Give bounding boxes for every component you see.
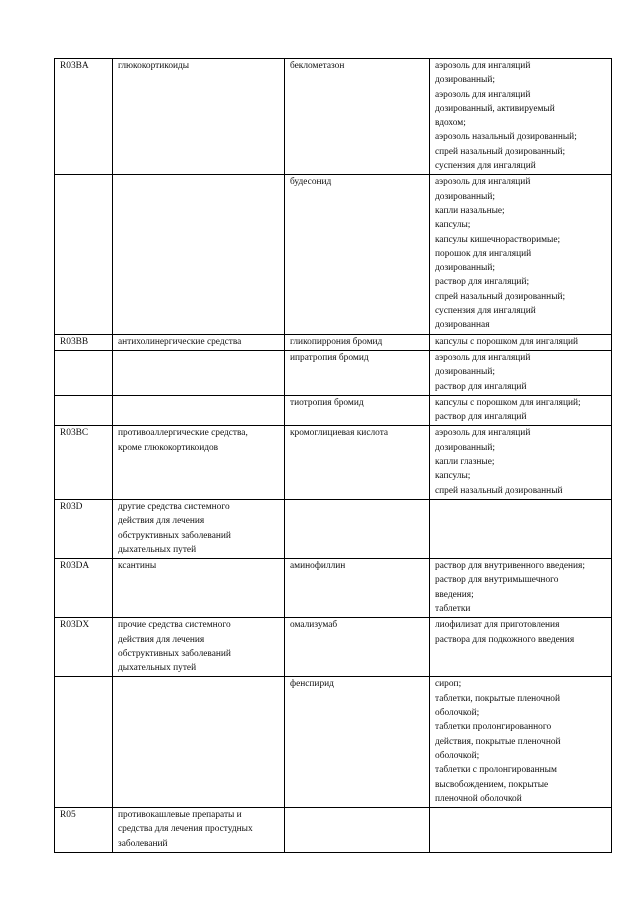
cell-text: R03BC	[60, 428, 89, 439]
cell-text: R03BA	[60, 61, 89, 71]
dosage-forms-cell	[430, 59, 612, 175]
dosage-forms-cell	[430, 350, 612, 395]
cell-text-line: обструктивных заболеваний	[118, 648, 231, 659]
cell-text: R03BB	[60, 336, 89, 347]
drug-name-cell	[285, 350, 430, 395]
cell-text-line: дозированный;	[435, 75, 495, 86]
dosage-forms-cell	[430, 618, 612, 677]
cell-text-line: капли назальные;	[435, 205, 505, 216]
cell-text-line: раствор для внутривенного введения;	[435, 561, 585, 572]
cell-text: R03D	[60, 501, 83, 512]
atc-code-cell	[55, 559, 113, 618]
cell-text-line: антихолинергические средства	[118, 336, 242, 347]
cell-text-line: противокашлевые препараты и	[118, 810, 242, 821]
group-name-cell	[113, 677, 285, 808]
cell-text-line: капсулы с порошком для ингаляций;	[435, 397, 581, 408]
dosage-forms-cell	[430, 334, 612, 350]
cell-text-line: ксантины	[118, 561, 157, 572]
cell-text-line: дозированная	[435, 320, 490, 331]
cell-text-line: пленочной оболочкой	[435, 793, 522, 804]
dosage-forms-cell	[430, 559, 612, 618]
cell-text-line: оболочкой;	[435, 750, 480, 761]
table-row	[55, 350, 612, 395]
cell-text-line: введения;	[435, 589, 474, 600]
cell-text-line: спрей назальный дозированный;	[435, 291, 566, 302]
atc-code-cell	[55, 677, 113, 808]
table-row	[55, 59, 612, 175]
cell-text: R05	[60, 810, 76, 821]
table-row	[55, 499, 612, 558]
atc-code-cell	[55, 499, 113, 558]
cell-text-line: таблетки, покрытые пленочной	[435, 693, 561, 704]
cell-text-line: капсулы;	[435, 220, 471, 231]
table-row	[55, 618, 612, 677]
table-row	[55, 559, 612, 618]
group-name-cell	[113, 808, 285, 853]
cell-text-line: высвобождением, покрытые	[435, 779, 549, 790]
drug-name-cell	[285, 559, 430, 618]
cell-text: R03DX	[60, 620, 90, 631]
table-row	[55, 175, 612, 334]
cell-text-line: прочие средства системного	[118, 620, 231, 631]
cell-text-line: действия для лечения	[118, 516, 205, 527]
table-row	[55, 426, 612, 499]
cell-text: R03DA	[60, 561, 90, 572]
group-name-cell	[113, 618, 285, 677]
drug-name-cell	[285, 618, 430, 677]
cell-text-line: суспензия для ингаляций	[435, 161, 536, 172]
cell-text-line: ипратропия бромид	[290, 352, 369, 363]
drug-name-cell	[285, 677, 430, 808]
drug-name-cell	[285, 59, 430, 175]
cell-text-line: действия, покрытые пленочной	[435, 736, 561, 747]
cell-text-line: дозированный;	[435, 191, 495, 202]
atc-code-cell	[55, 59, 113, 175]
cell-text-line: капсулы с порошком для ингаляций	[435, 336, 579, 347]
cell-text-line: аминофиллин	[290, 561, 346, 572]
cell-text-line: другие средства системного	[118, 501, 230, 512]
group-name-cell	[113, 175, 285, 334]
cell-text-line: кроме глюкокортикоидов	[118, 442, 219, 453]
atc-code-cell	[55, 618, 113, 677]
atc-code-cell	[55, 175, 113, 334]
table-body	[55, 59, 612, 853]
cell-text-line: аэрозоль для ингаляций	[435, 61, 531, 71]
dosage-forms-cell	[430, 499, 612, 558]
cell-text-line: средства для лечения простудных	[118, 824, 253, 835]
cell-text-line: обструктивных заболеваний	[118, 530, 231, 541]
table-row	[55, 334, 612, 350]
cell-text-line: спрей назальный дозированный	[435, 485, 563, 496]
cell-text-line: противоаллергические средства,	[118, 428, 248, 439]
cell-text-line: будесонид	[290, 177, 332, 188]
drug-name-cell	[285, 808, 430, 853]
atc-code-cell	[55, 808, 113, 853]
cell-text-line: таблетки пролонгированного	[435, 722, 552, 733]
cell-text-line: раствор для ингаляций	[435, 381, 527, 392]
group-name-cell	[113, 59, 285, 175]
cell-text-line: таблетки	[435, 603, 471, 614]
cell-text-line: таблетки с пролонгированным	[435, 765, 557, 776]
cell-text-line: глюкокортикоиды	[118, 61, 190, 71]
cell-text-line: аэрозоль для ингаляций	[435, 352, 531, 363]
cell-text-line: кромоглициевая кислота	[290, 428, 389, 439]
cell-text-line: раствор для ингаляций	[435, 412, 527, 423]
table-row	[55, 395, 612, 426]
cell-text-line: дозированный;	[435, 367, 495, 378]
drug-name-cell	[285, 395, 430, 426]
group-name-cell	[113, 499, 285, 558]
group-name-cell	[113, 334, 285, 350]
table-row	[55, 677, 612, 808]
cell-text-line: дыхательных путей	[118, 663, 197, 674]
cell-text-line: раствор для ингаляций;	[435, 277, 530, 288]
cell-text-line: дозированный;	[435, 263, 495, 274]
atc-code-cell	[55, 350, 113, 395]
dosage-forms-cell	[430, 426, 612, 499]
cell-text-line: беклометазон	[290, 61, 345, 71]
cell-text-line: лиофилизат для приготовления	[435, 620, 560, 631]
cell-text-line: капсулы;	[435, 471, 471, 482]
cell-text-line: вдохом;	[435, 118, 466, 129]
cell-text-line: суспензия для ингаляций	[435, 306, 536, 317]
cell-text-line: капли глазные;	[435, 457, 495, 468]
cell-text-line: аэрозоль для ингаляций	[435, 89, 531, 100]
cell-text-line: раствор для внутримышечного	[435, 575, 559, 586]
group-name-cell	[113, 559, 285, 618]
cell-text-line: дозированный, активируемый	[435, 103, 555, 114]
cell-text-line: капсулы кишечнорастворимые;	[435, 234, 561, 245]
cell-text-line: заболеваний	[118, 838, 168, 849]
cell-text-line: оболочкой;	[435, 708, 480, 719]
dosage-forms-cell	[430, 808, 612, 853]
cell-text-line: сироп;	[435, 679, 462, 690]
cell-text-line: фенспирид	[290, 679, 334, 690]
atc-code-cell	[55, 395, 113, 426]
atc-code-cell	[55, 426, 113, 499]
dosage-forms-cell	[430, 395, 612, 426]
cell-text-line: омализумаб	[290, 620, 338, 631]
group-name-cell	[113, 395, 285, 426]
cell-text-line: гликопиррония бромид	[290, 336, 383, 347]
table-row	[55, 808, 612, 853]
cell-text-line: аэрозоль для ингаляций	[435, 428, 531, 439]
cell-text-line: действия для лечения	[118, 634, 205, 645]
cell-text-line: дозированный;	[435, 442, 495, 453]
atc-code-cell	[55, 334, 113, 350]
drug-name-cell	[285, 426, 430, 499]
drug-name-cell	[285, 334, 430, 350]
cell-text-line: порошок для ингаляций	[435, 248, 532, 259]
dosage-forms-cell	[430, 677, 612, 808]
group-name-cell	[113, 426, 285, 499]
group-name-cell	[113, 350, 285, 395]
cell-text-line: тиотропия бромид	[290, 397, 364, 408]
cell-text-line: спрей назальный дозированный;	[435, 146, 566, 157]
dosage-forms-cell	[430, 175, 612, 334]
cell-text-line: аэрозоль назальный дозированный;	[435, 132, 577, 143]
drug-name-cell	[285, 175, 430, 334]
cell-text-line: дыхательных путей	[118, 544, 197, 555]
cell-text-line: аэрозоль для ингаляций	[435, 177, 531, 188]
drug-classification-table	[54, 58, 612, 853]
cell-text-line: раствора для подкожного введения	[435, 634, 575, 645]
drug-name-cell	[285, 499, 430, 558]
